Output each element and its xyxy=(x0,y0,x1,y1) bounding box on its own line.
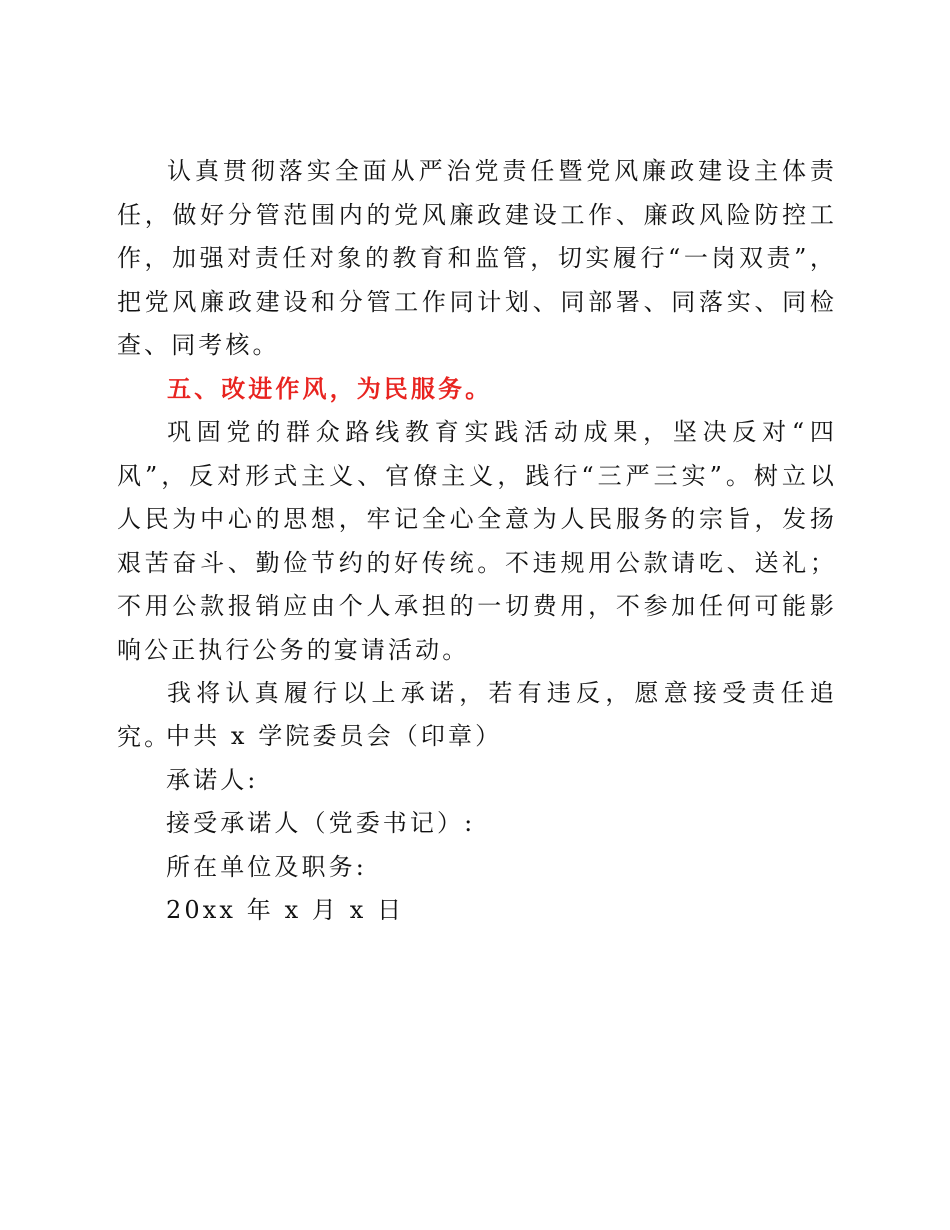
acceptor-line: 接受承诺人（党委书记）: xyxy=(166,809,476,837)
promisor-line: 承诺人: xyxy=(166,765,259,794)
signature-block xyxy=(166,715,766,933)
section-five-paragraph: 巩固党的群众路线教育实践活动成果，坚决反对“四风”，反对形式主义、官僚主义，践行“三严三实”。树立以人民为中心的思想，牢记全心全意为人民服务的宗旨，发扬艰苦奋斗、勤俭节约的好传统。不违规用公款请吃、送礼；不用公款报销应由个人承担的一切费用，不参加任何可能影响公正执行公务的宴请活动。 xyxy=(117,418,837,664)
section-five-heading: 五、改进作风，为民服务。 xyxy=(167,374,493,403)
organization-seal-line: 中共 x 学院委员会（印章） xyxy=(166,722,503,750)
document-body xyxy=(117,150,837,759)
closing-paragraph: 我将认真履行以上承诺，若有违反，愿意接受责任追究。 xyxy=(117,679,837,751)
date-line: 20xx 年 x 月 x 日 xyxy=(166,896,405,924)
responsibility-paragraph: 认真贯彻落实全面从严治党责任暨党风廉政建设主体责任，做好分管范围内的党风廉政建设工作、廉政风险防控工作，加强对责任对象的教育和监管，切实履行“一岗双责”，把党风廉政建设和分管工作同计划、同部署、同落实、同检查、同考核。 xyxy=(117,157,837,359)
unit-position-line: 所在单位及职务: xyxy=(166,852,367,881)
